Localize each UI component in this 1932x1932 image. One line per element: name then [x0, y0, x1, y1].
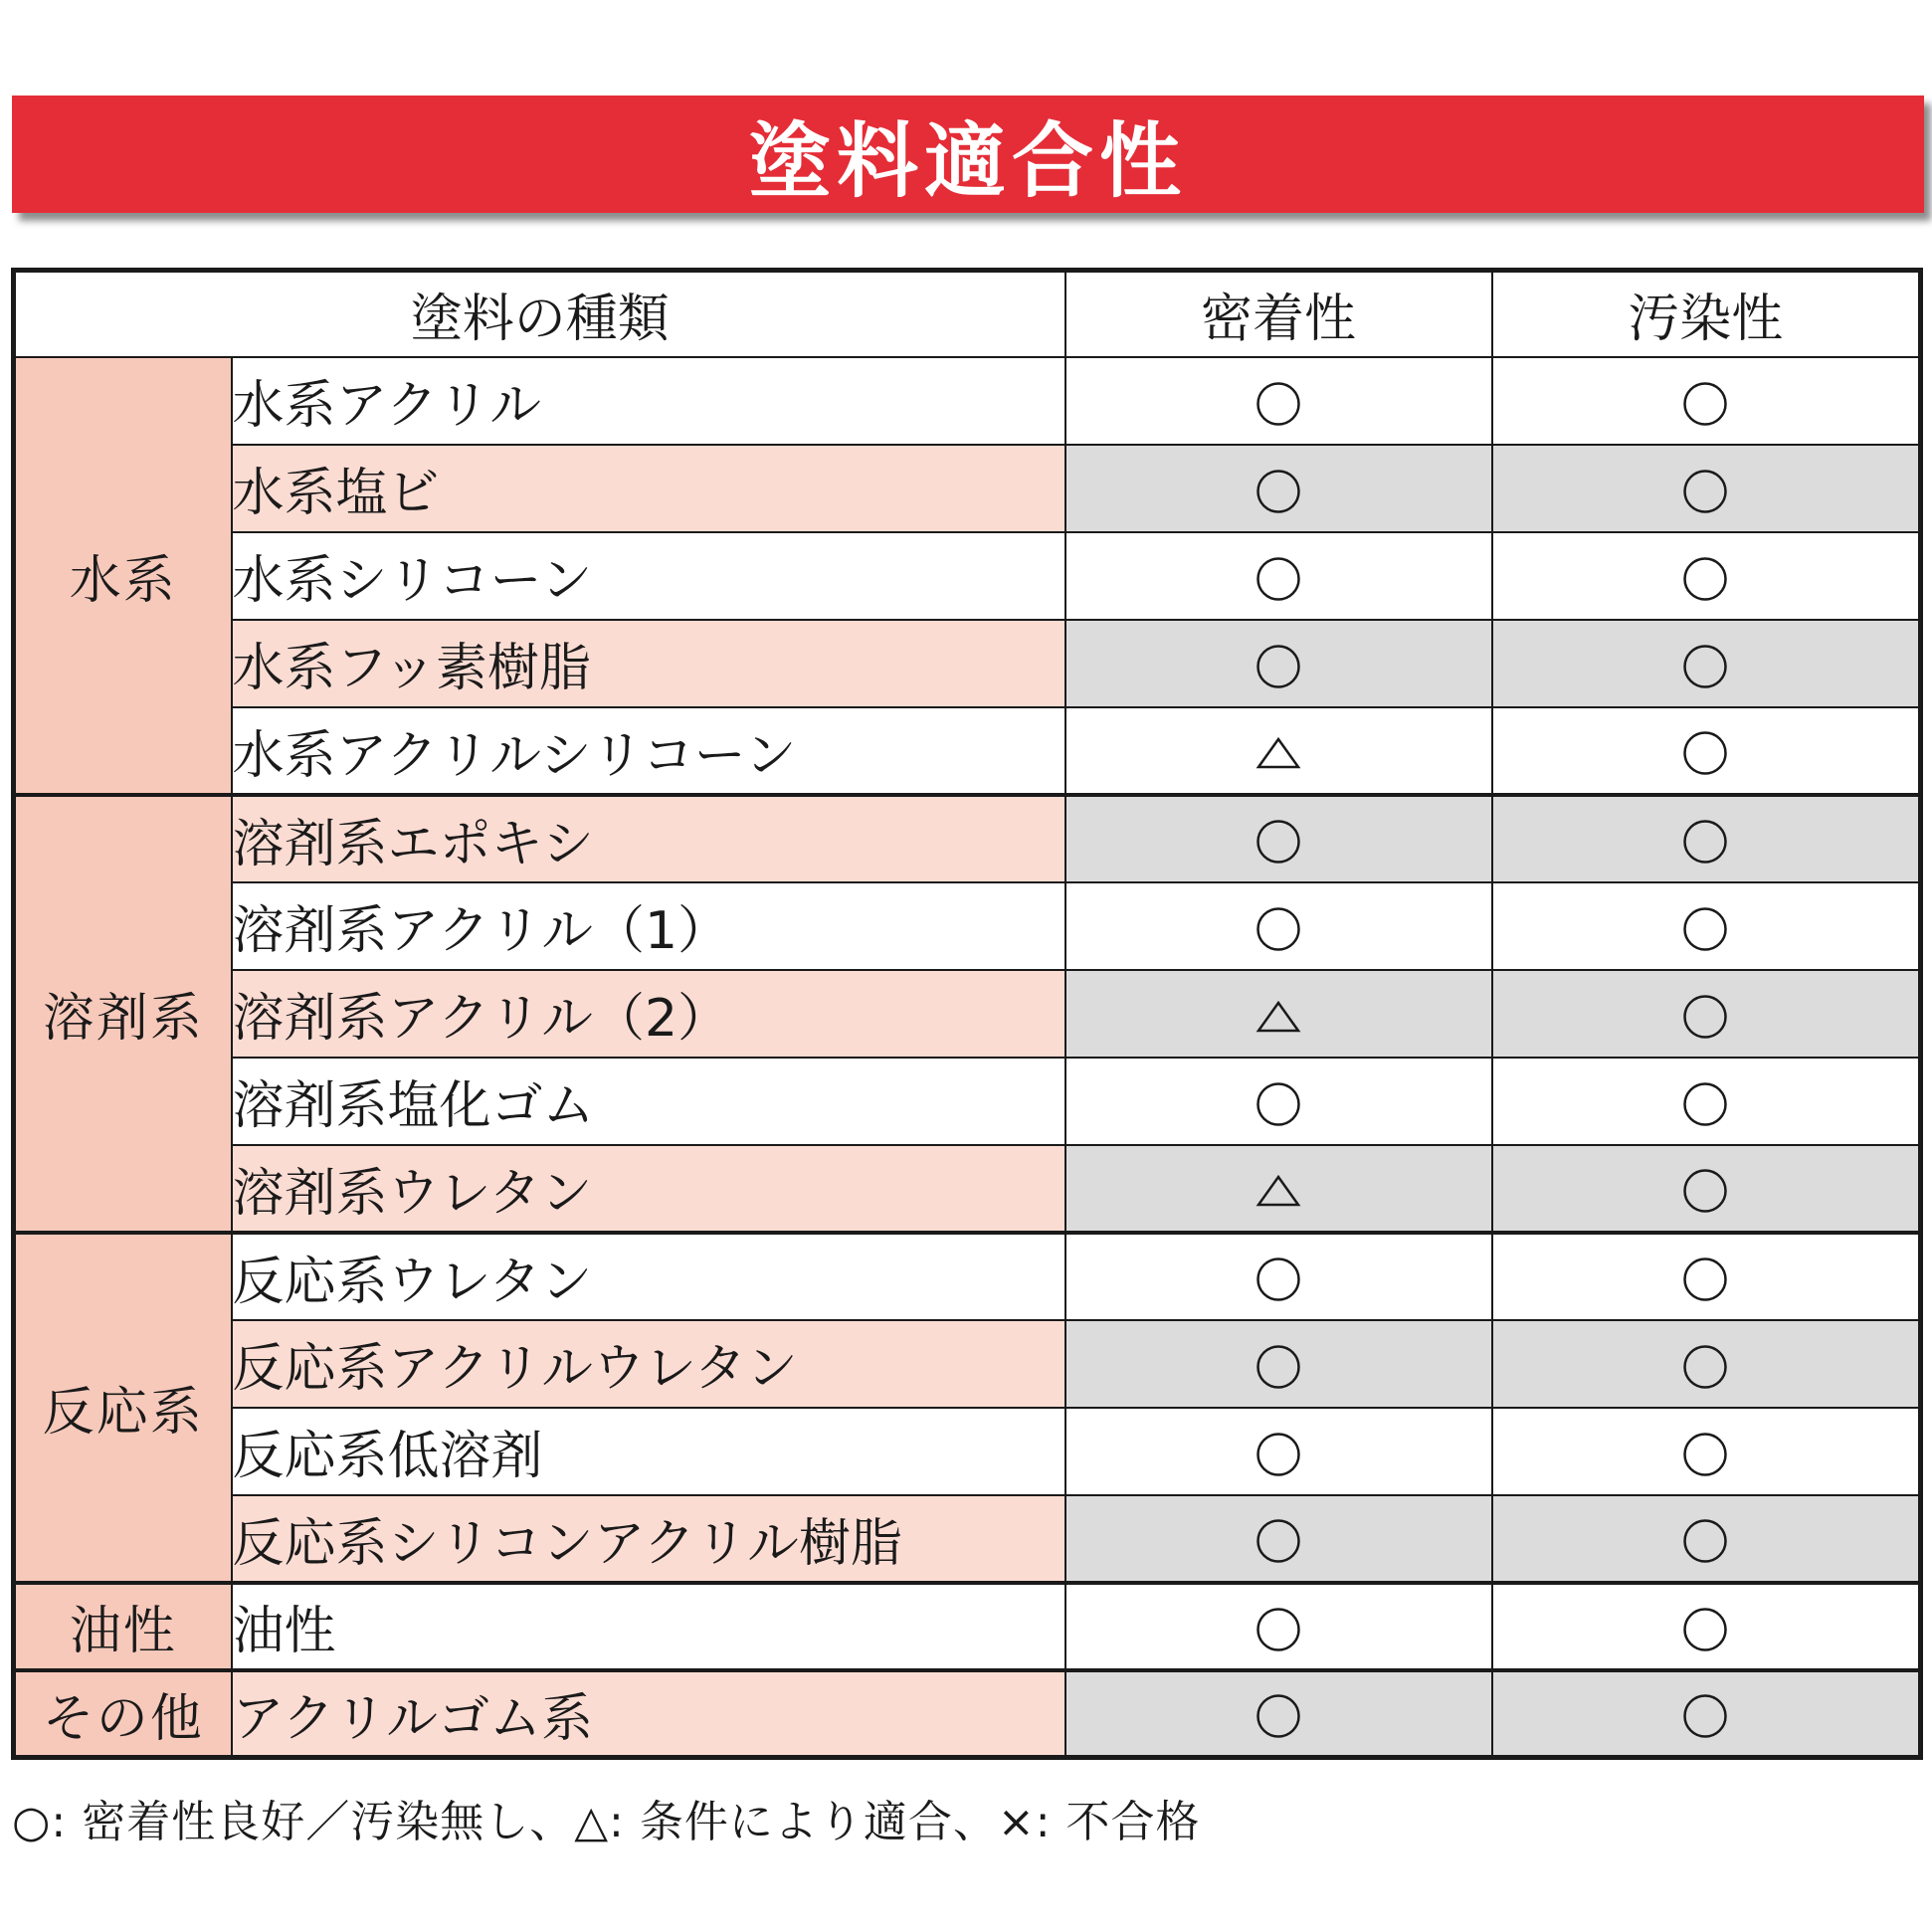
adhesion-cell — [1065, 970, 1492, 1058]
category-cell: 溶剤系 — [14, 795, 232, 1233]
paint-name-cell: 水系アクリル — [232, 357, 1065, 445]
staining-cell — [1492, 1233, 1921, 1320]
circle-icon — [1682, 1081, 1728, 1127]
table-row — [14, 1408, 1921, 1495]
table-row — [14, 1145, 1921, 1233]
paint-name-cell: アクリルゴム系 — [232, 1670, 1065, 1758]
circle-icon — [1256, 1344, 1301, 1390]
circle-icon — [1256, 1607, 1301, 1652]
paint-name-cell: 水系塩ビ — [232, 445, 1065, 532]
circle-icon — [1256, 906, 1301, 952]
paint-name-cell: 溶剤系アクリル（2） — [232, 970, 1065, 1058]
circle-icon — [1682, 1432, 1728, 1477]
adhesion-cell — [1065, 882, 1492, 970]
paint-name-cell: 油性 — [232, 1583, 1065, 1670]
header-row — [14, 271, 1921, 357]
circle-icon — [1256, 381, 1301, 427]
circle-icon — [1682, 381, 1728, 427]
staining-cell — [1492, 970, 1921, 1058]
circle-icon — [1256, 1693, 1301, 1739]
header-paint-type: 塗料の種類 — [14, 271, 1065, 357]
circle-icon — [1256, 556, 1301, 602]
title-banner — [12, 96, 1924, 213]
staining-cell — [1492, 1583, 1921, 1670]
adhesion-cell — [1065, 1408, 1492, 1495]
circle-icon — [1256, 1256, 1301, 1302]
circle-icon — [1256, 1518, 1301, 1564]
circle-icon — [1682, 556, 1728, 602]
staining-cell — [1492, 1408, 1921, 1495]
staining-cell — [1492, 795, 1921, 882]
page-title: 塗料適合性 — [748, 113, 1187, 209]
table-row — [14, 1583, 1921, 1670]
table-row — [14, 445, 1921, 532]
circle-icon — [1682, 1518, 1728, 1564]
circle-icon — [1256, 469, 1301, 514]
category-cell: 油性 — [14, 1583, 232, 1670]
staining-cell — [1492, 357, 1921, 445]
adhesion-cell — [1065, 357, 1492, 445]
circle-icon — [1682, 994, 1728, 1040]
category-cell: その他 — [14, 1670, 232, 1758]
paint-compatibility-table — [11, 268, 1923, 1760]
legend-note: ○: 密着性良好／汚染無し、△: 条件により適合、×: 不合格 — [12, 1797, 1201, 1847]
staining-cell — [1492, 1058, 1921, 1145]
header-adhesion: 密着性 — [1065, 271, 1492, 357]
adhesion-cell — [1065, 1320, 1492, 1408]
adhesion-cell — [1065, 1495, 1492, 1583]
adhesion-cell — [1065, 532, 1492, 620]
table-row — [14, 1058, 1921, 1145]
table-row — [14, 795, 1921, 882]
paint-name-cell: 反応系低溶剤 — [232, 1408, 1065, 1495]
staining-cell — [1492, 445, 1921, 532]
table-row — [14, 357, 1921, 445]
circle-icon — [1682, 1344, 1728, 1390]
table-row — [14, 620, 1921, 707]
circle-icon — [1682, 1607, 1728, 1652]
paint-name-cell: 反応系ウレタン — [232, 1233, 1065, 1320]
paint-name-cell: 水系シリコーン — [232, 532, 1065, 620]
table-row — [14, 970, 1921, 1058]
circle-icon — [1256, 819, 1301, 865]
circle-icon — [1682, 644, 1728, 689]
paint-name-cell: 反応系シリコンアクリル樹脂 — [232, 1495, 1065, 1583]
triangle-icon — [1256, 1168, 1301, 1214]
adhesion-cell — [1065, 1145, 1492, 1233]
adhesion-cell — [1065, 1670, 1492, 1758]
table-row — [14, 1670, 1921, 1758]
adhesion-cell — [1065, 1233, 1492, 1320]
table-body — [14, 357, 1921, 1758]
staining-cell — [1492, 532, 1921, 620]
paint-name-cell: 溶剤系アクリル（1） — [232, 882, 1065, 970]
table-row — [14, 882, 1921, 970]
category-cell: 反応系 — [14, 1233, 232, 1583]
paint-name-cell: 水系フッ素樹脂 — [232, 620, 1065, 707]
circle-icon — [1256, 1432, 1301, 1477]
circle-icon — [1682, 1693, 1728, 1739]
triangle-icon — [1256, 730, 1301, 776]
table-row — [14, 532, 1921, 620]
paint-name-cell: 溶剤系塩化ゴム — [232, 1058, 1065, 1145]
circle-icon — [1256, 1081, 1301, 1127]
adhesion-cell — [1065, 620, 1492, 707]
staining-cell — [1492, 707, 1921, 795]
category-cell: 水系 — [14, 357, 232, 795]
paint-name-cell: 溶剤系ウレタン — [232, 1145, 1065, 1233]
circle-icon — [1256, 644, 1301, 689]
staining-cell — [1492, 620, 1921, 707]
paint-name-cell: 水系アクリルシリコーン — [232, 707, 1065, 795]
circle-icon — [1682, 819, 1728, 865]
circle-icon — [1682, 1168, 1728, 1214]
table-row — [14, 707, 1921, 795]
staining-cell — [1492, 1145, 1921, 1233]
triangle-icon — [1256, 994, 1301, 1040]
circle-icon — [1682, 1256, 1728, 1302]
circle-icon — [1682, 730, 1728, 776]
table-row — [14, 1495, 1921, 1583]
paint-name-cell: 溶剤系エポキシ — [232, 795, 1065, 882]
adhesion-cell — [1065, 795, 1492, 882]
staining-cell — [1492, 1670, 1921, 1758]
table-row — [14, 1320, 1921, 1408]
paint-name-cell: 反応系アクリルウレタン — [232, 1320, 1065, 1408]
adhesion-cell — [1065, 1058, 1492, 1145]
adhesion-cell — [1065, 1583, 1492, 1670]
staining-cell — [1492, 882, 1921, 970]
header-staining: 汚染性 — [1492, 271, 1921, 357]
circle-icon — [1682, 469, 1728, 514]
staining-cell — [1492, 1495, 1921, 1583]
circle-icon — [1682, 906, 1728, 952]
adhesion-cell — [1065, 445, 1492, 532]
table-row — [14, 1233, 1921, 1320]
staining-cell — [1492, 1320, 1921, 1408]
adhesion-cell — [1065, 707, 1492, 795]
